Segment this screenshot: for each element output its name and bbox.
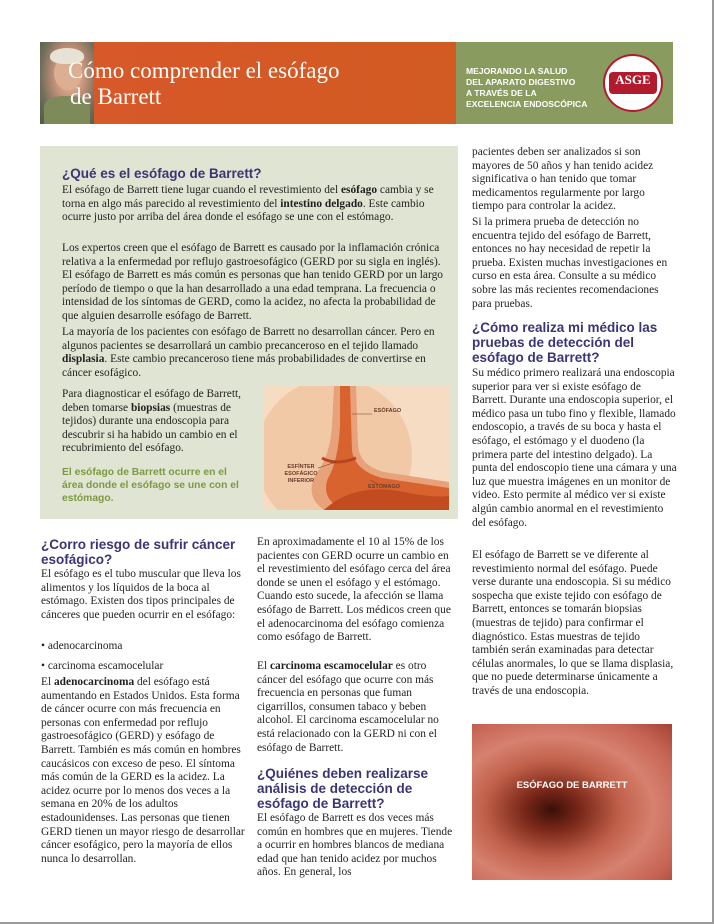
intro-paragraph-1: El esófago de Barrett tiene lugar cuando el revestimiento del esófago cambia y se torna en algo más parecido al revestimiento del intestino delgado. Este cambio ocurre justo por arriba del área donde el esófago se une con el estómago. bbox=[62, 184, 434, 224]
title-line-2: de Barrett bbox=[70, 84, 162, 109]
intro-paragraph-3: La mayoría de los pacientes con esófago de Barrett no desarrollan cáncer. Pero en algunos pacientes se desarrollará un cambio precanceroso en el tejido llamado displasia. Este cambio precanceroso tiene más probabilidades de convertirse en cáncer esofágico. bbox=[62, 326, 435, 379]
esophagus-diagram bbox=[264, 386, 449, 510]
intro-paragraph-4: Para diagnosticar el esófago de Barrett, deben tomarse biopsias (muestras de tejidos) durante una endoscopia para descubrir si ha habido un cambio en el recubrimiento del esófago. bbox=[62, 388, 242, 455]
tagline-line: EXCELENCIA ENDOSCÓPICA bbox=[466, 99, 588, 109]
page-title bbox=[68, 58, 428, 110]
intro-heading: ¿Qué es el esófago de Barrett? bbox=[62, 166, 262, 181]
right-paragraph-4: El esófago de Barrett se ve diferente al revestimiento normal del esófago. Puede verse durante una endoscopia. Si su médico sospecha que existe tejido con esófago de Barrett, entonces se tomarán biopsias (muestras de tejido) para confirmar el diagnóstico. Estas muestras de tejido también serán examinadas para detectar células anormales, lo que se llama displasia, que no puede determinarse únicamente a través de una endoscopia. bbox=[472, 549, 674, 697]
right-paragraph-3: Su médico primero realizará una endoscopia superior para ver si existe esófago de Barrett. Durante una endoscopia superior, el médico pasa un tubo fino y flexible, llamado endoscopio, a través de su boca y hasta el esófago, el estómago y el duodeno (la primera parte del intestino delgado). La punta del endoscopio tiene una cámara y una luz que muestra imágenes en un monitor de video. Esto permite al médico ver si existe algún cambio anormal en el revestimiento del esófago. bbox=[472, 367, 677, 529]
risk-heading: ¿Corro riesgo de sufrir cáncer esofágico? bbox=[41, 537, 236, 567]
title-line-1: Cómo comprender el esófago bbox=[68, 58, 340, 83]
label-esophagus: ESÓFAGO bbox=[374, 408, 402, 414]
risk-paragraph-1: El esófago es el tubo muscular que lleva los alimentos y los líquidos de la boca al estómago. Existen dos tipos principales de cánceres que pueden ocurrir en el esófago: bbox=[41, 568, 241, 621]
barrett-endoscopy-photo bbox=[472, 724, 672, 880]
procedure-heading: ¿Cómo realiza mi médico las pruebas de detección del esófago de Barrett? bbox=[472, 320, 658, 365]
middle-paragraph-3: El esófago de Barrett es dos veces más común en hombres que en mujeres. Tiende a ocurrir en hombres blancos de mediana edad que han tenido acidez por muchos años. En general, los bbox=[257, 812, 453, 879]
risk-paragraph-2: El adenocarcinoma del esófago está aumentando en Estados Unidos. Esta forma de cáncer ocurre con más frecuencia en personas con enfermedad por reflujo gastroesofágico (GERD) y esófago de Barrett. También es más común en hombres caucásicos con exceso de peso. El síntoma más común de la GERD es la acidez. La acidez ocurre por lo menos dos veces a la semana en 20% de los adultos estadounidenses. Las personas que tienen GERD tienen un mayor riesgo de desarrollar cáncer esofágico, pero la mayoría de ellos nunca lo desarrollan. bbox=[41, 676, 245, 865]
photo-label: ESÓFAGO DE BARRETT bbox=[516, 780, 628, 791]
logo-text: ASGE bbox=[615, 72, 651, 87]
middle-paragraph-1: En aproximadamente el 10 al 15% de los pacientes con GERD ocurre un cambio en el revestimiento del esófago cerca del área donde se unen el esófago y el estómago. Cuando esto sucede, la afección se llama esófago de Barrett. Los médicos creen que el adenocarcinoma del esófago comienza como esófago de Barrett. bbox=[257, 536, 451, 644]
esophagus-illustration bbox=[264, 386, 449, 510]
list-item: • carcinoma escamocelular bbox=[41, 660, 246, 674]
middle-paragraph-2: El carcinoma escamocelular es otro cáncer del esófago que ocurre con más frecuencia en personas que fuman cigarrillos, consumen tabaco y beben alcohol. El carcinoma escamocelular no está relacionado con la GERD ni con el esófago de Barrett. bbox=[257, 660, 439, 754]
asge-logo bbox=[603, 54, 663, 112]
list-item: • adenocarcinoma bbox=[41, 640, 246, 654]
tagline-line: A TRAVÉS DE LA bbox=[466, 88, 537, 98]
header-tagline bbox=[466, 66, 596, 110]
label-stomach: ESTÓMAGO bbox=[368, 484, 401, 490]
screening-heading: ¿Quiénes deben realizarse análisis de detección de esófago de Barrett? bbox=[257, 766, 429, 811]
intro-paragraph-2: Los expertos creen que el esófago de Barrett es causado por la inflamación crónica relativa a la enfermedad por reflujo gastroesofágico (GERD por su sigla en inglés). El esófago de Barrett es más común es personas que han tenido GERD por un largo período de tiempo o que la han desarrollado a una edad temprana. La frecuencia o intensidad de los síntomas de GERD, como la acidez, no afecta la probabilidad de que alguien desarrolle esófago de Barrett. bbox=[62, 242, 443, 322]
right-paragraph-1: pacientes deben ser analizados si son mayores de 50 años y han tenido acidez significativa o han tenido que tomar medicamentos regularmente por largo tiempo para controlar la acidez. bbox=[472, 146, 654, 213]
tagline-line: MEJORANDO LA SALUD bbox=[466, 66, 568, 76]
right-paragraph-2: Si la primera prueba de detección no encuentra tejido del esófago de Barrett, entonces no hay necesidad de repetir la prueba. Existen muchas investigaciones en curso en esta área. Consulte a su médico sobre las más recientes recomendaciones para pruebas. bbox=[472, 216, 668, 310]
cancer-types-list bbox=[41, 640, 246, 673]
diagram-caption: El esófago de Barrett ocurre en el área donde el esófago se une con el estómago. bbox=[62, 467, 239, 504]
tagline-line: DEL APARATO DIGESTIVO bbox=[466, 77, 576, 87]
label-sphincter: ESFÍNTER ESOFÁGICO INFERIOR bbox=[284, 464, 318, 484]
